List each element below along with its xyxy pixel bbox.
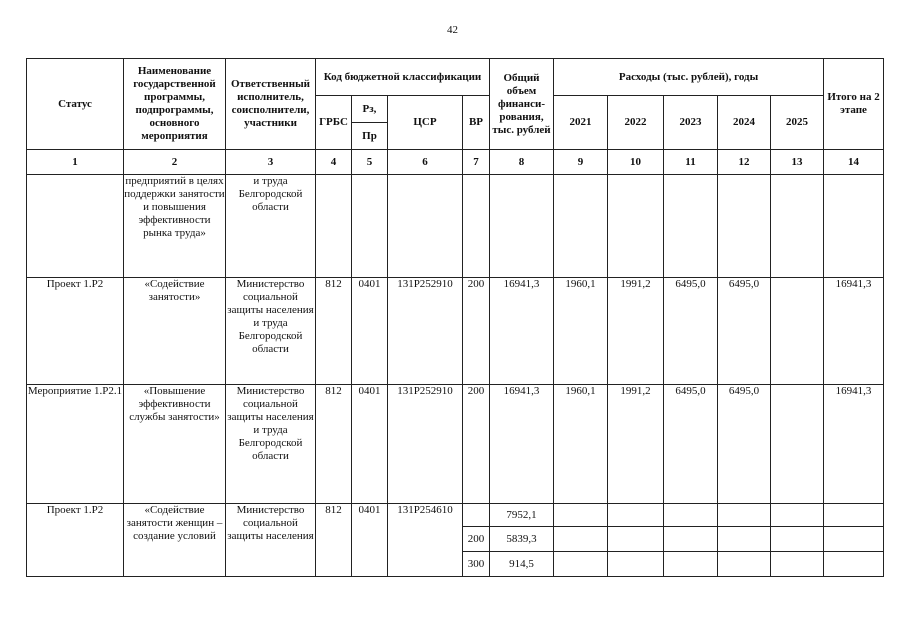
cell-2023 (664, 175, 718, 278)
column-number: 2 (124, 150, 226, 175)
cell-name: «Содействие занятости» (124, 278, 226, 385)
cell-2023: 6495,0 (664, 278, 718, 385)
cell-rzpr: 0401 (352, 504, 388, 577)
column-number: 6 (388, 150, 463, 175)
cell-status: Проект 1.Р2 (27, 504, 124, 577)
cell-2022 (608, 527, 664, 552)
cell-total: 16941,3 (490, 278, 554, 385)
header-budget-code: Код бюджетной классификации (316, 59, 490, 96)
table-row (27, 175, 884, 278)
cell-csr (388, 175, 463, 278)
cell-grbs: 812 (316, 504, 352, 577)
column-number-row (27, 150, 884, 175)
header-grbs: ГРБС (316, 96, 352, 150)
cell-2025 (771, 385, 824, 504)
cell-2022 (608, 504, 664, 527)
column-number: 5 (352, 150, 388, 175)
cell-responsible: Министерство социальной защиты населения и труда Белгородской области (226, 278, 316, 385)
table-row (27, 278, 884, 385)
cell-2024: 6495,0 (718, 278, 771, 385)
cell-grbs: 812 (316, 385, 352, 504)
cell-vr: 200 (463, 527, 490, 552)
column-number: 1 (27, 150, 124, 175)
cell-2023 (664, 552, 718, 577)
cell-csr: 131P254610 (388, 504, 463, 577)
cell-2021 (554, 552, 608, 577)
cell-rzpr: 0401 (352, 278, 388, 385)
header-csr: ЦСР (388, 96, 463, 150)
cell-stage (824, 175, 884, 278)
cell-grbs (316, 175, 352, 278)
cell-2024: 6495,0 (718, 385, 771, 504)
cell-2025 (771, 175, 824, 278)
cell-total: 5839,3 (490, 527, 554, 552)
column-number: 4 (316, 150, 352, 175)
cell-responsible: Министерство социальной защиты населения и труда Белгородской области (226, 385, 316, 504)
header-vr: ВР (463, 96, 490, 150)
table-row (27, 504, 884, 527)
cell-2024 (718, 527, 771, 552)
cell-2021 (554, 504, 608, 527)
cell-stage (824, 527, 884, 552)
column-number: 3 (226, 150, 316, 175)
cell-2023 (664, 527, 718, 552)
header-year-2022: 2022 (608, 96, 664, 150)
cell-rzpr: 0401 (352, 385, 388, 504)
cell-responsible: и труда Белгородской области (226, 175, 316, 278)
column-number: 7 (463, 150, 490, 175)
cell-rzpr (352, 175, 388, 278)
cell-grbs: 812 (316, 278, 352, 385)
cell-2025 (771, 504, 824, 527)
header-total-volume: Общий объем финанси-рования, тыс. рублей (490, 59, 554, 150)
cell-csr: 131P252910 (388, 385, 463, 504)
cell-total: 914,5 (490, 552, 554, 577)
cell-2021 (554, 527, 608, 552)
header-rzpr (352, 96, 388, 150)
cell-2022 (608, 552, 664, 577)
cell-2021: 1960,1 (554, 385, 608, 504)
cell-responsible: Министерство социальной защиты населения (226, 504, 316, 577)
cell-csr: 131P252910 (388, 278, 463, 385)
cell-vr: 200 (463, 385, 490, 504)
cell-2022 (608, 175, 664, 278)
cell-vr: 300 (463, 552, 490, 577)
cell-2025 (771, 552, 824, 577)
page-number: 42 (447, 24, 458, 36)
cell-2025 (771, 527, 824, 552)
cell-vr (463, 504, 490, 527)
header-expenses: Расходы (тыс. рублей), годы (554, 59, 824, 96)
column-number: 9 (554, 150, 608, 175)
header-year-2023: 2023 (664, 96, 718, 150)
cell-2024 (718, 552, 771, 577)
column-number: 10 (608, 150, 664, 175)
column-number: 11 (664, 150, 718, 175)
header-row-1 (27, 59, 884, 96)
cell-status: Мероприятие 1.Р2.1 (27, 385, 124, 504)
cell-total: 16941,3 (490, 385, 554, 504)
cell-status: Проект 1.Р2 (27, 278, 124, 385)
header-year-2025: 2025 (771, 96, 824, 150)
header-stage-total: Итого на 2 этапе (824, 59, 884, 150)
cell-2022: 1991,2 (608, 385, 664, 504)
cell-vr (463, 175, 490, 278)
cell-stage (824, 552, 884, 577)
budget-table (26, 58, 884, 577)
cell-total: 7952,1 (490, 504, 554, 527)
header-pr: Пр (362, 130, 377, 142)
cell-name: предприятий в целях поддержки занятости и повышения эффективности рынка труда» (124, 175, 226, 278)
header-rz: Рз, (352, 96, 387, 123)
cell-2023 (664, 504, 718, 527)
cell-name: «Содействие занятости женщин – создание условий (124, 504, 226, 577)
header-name: Наименование государственной программы, подпрограммы, основного мероприятия (124, 59, 226, 150)
cell-2021: 1960,1 (554, 278, 608, 385)
cell-2021 (554, 175, 608, 278)
cell-name: «Повышение эффективности службы занятости» (124, 385, 226, 504)
cell-2022: 1991,2 (608, 278, 664, 385)
column-number: 14 (824, 150, 884, 175)
cell-2024 (718, 504, 771, 527)
cell-status (27, 175, 124, 278)
cell-vr: 200 (463, 278, 490, 385)
column-number: 8 (490, 150, 554, 175)
column-number: 13 (771, 150, 824, 175)
cell-2024 (718, 175, 771, 278)
cell-stage (824, 504, 884, 527)
column-number: 12 (718, 150, 771, 175)
cell-stage: 16941,3 (824, 278, 884, 385)
cell-total (490, 175, 554, 278)
header-year-2024: 2024 (718, 96, 771, 150)
header-status: Статус (27, 59, 124, 150)
header-responsible: Ответственный исполнитель, соисполнители, участники (226, 59, 316, 150)
header-year-2021: 2021 (554, 96, 608, 150)
cell-stage: 16941,3 (824, 385, 884, 504)
cell-2023: 6495,0 (664, 385, 718, 504)
table-row (27, 385, 884, 504)
cell-2025 (771, 278, 824, 385)
